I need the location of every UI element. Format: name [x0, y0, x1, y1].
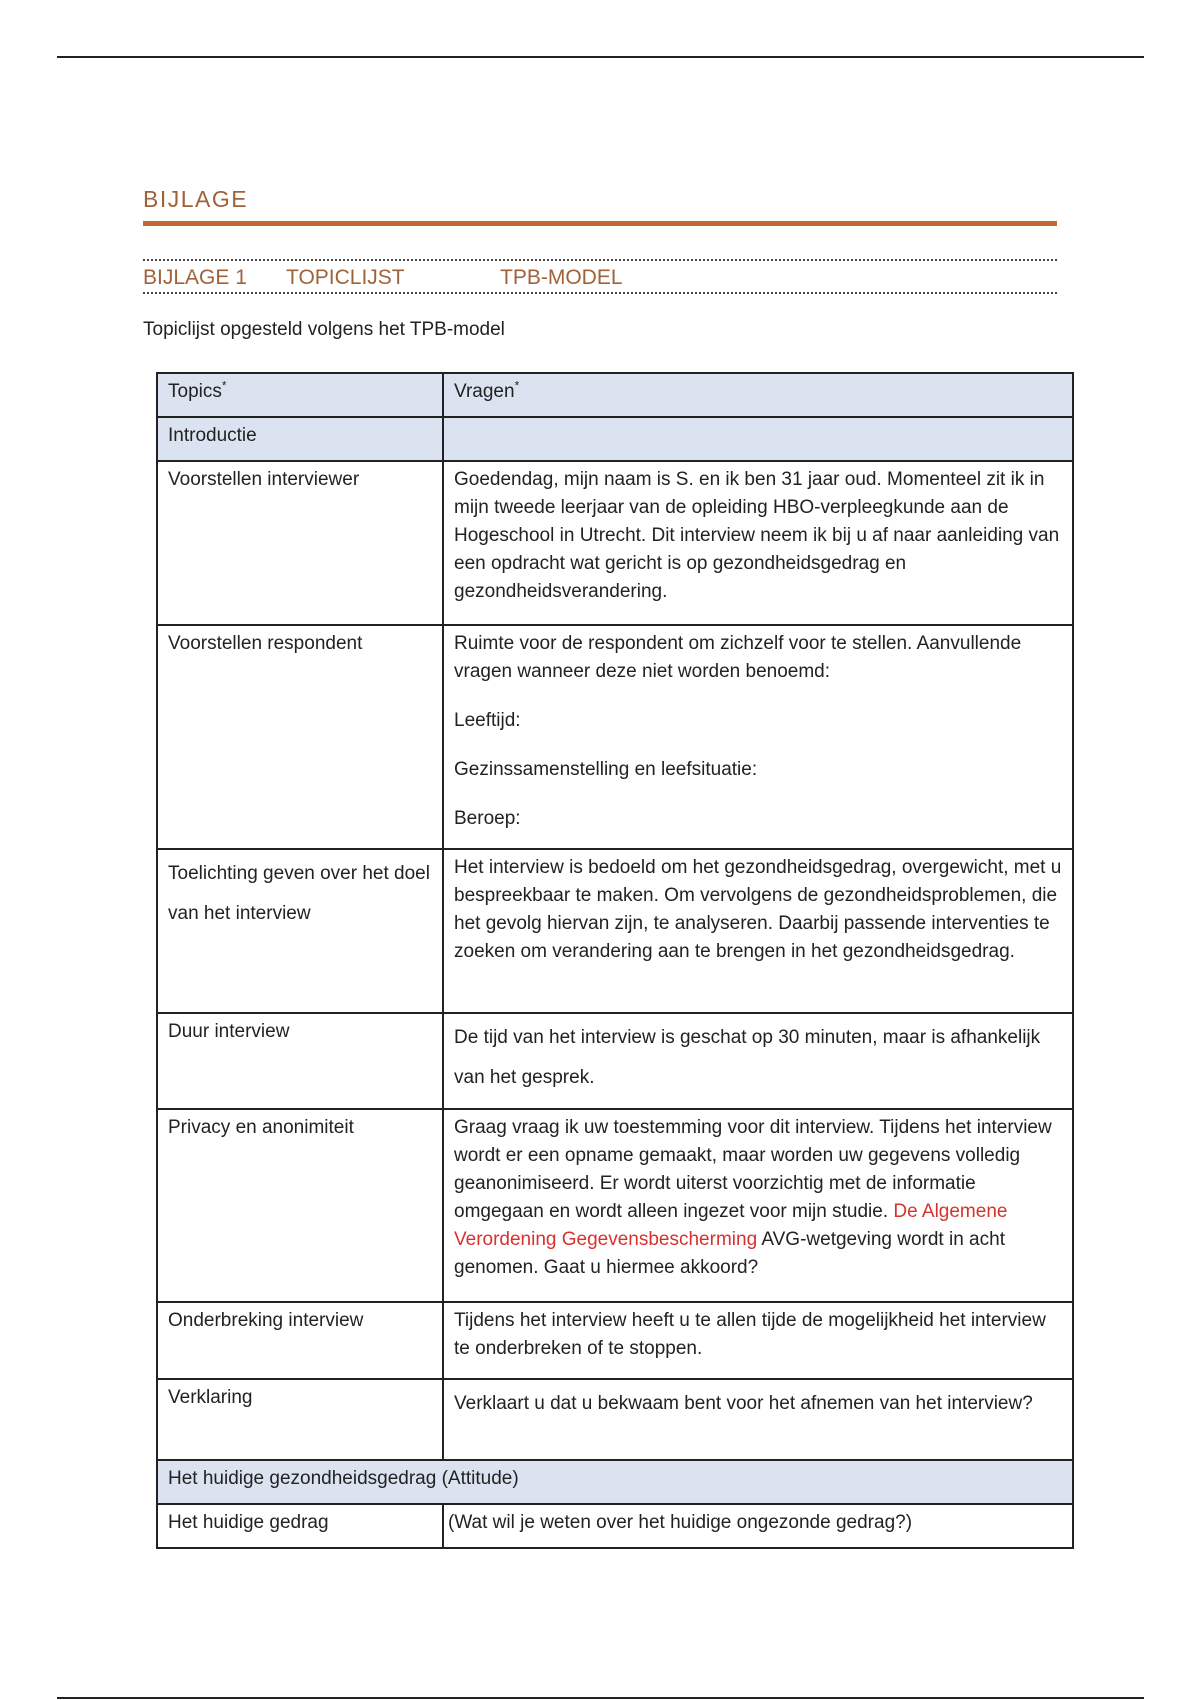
section-row-intro	[157, 417, 1073, 461]
appendix-topic: TOPICLIJST	[286, 266, 405, 289]
table-row	[157, 849, 1073, 1013]
question-text-tail: AVG-wetgeving wordt in acht genomen. Gaat u hiermee akkoord?	[454, 1229, 1005, 1278]
table-row	[157, 1109, 1073, 1302]
topic-cell: Voorstellen respondent	[157, 625, 443, 849]
gdpr-reference: De Algemene Verordening Gegevensbescherming	[454, 1201, 1008, 1250]
header-topics: Topics*	[157, 373, 443, 417]
topic-cell: Toelichting geven over het doel van het interview	[157, 849, 443, 1013]
topic-cell: Verklaring	[157, 1379, 443, 1460]
topic-cell: Duur interview	[157, 1013, 443, 1109]
appendix-model: TPB-MODEL	[500, 266, 623, 289]
page-top-rule	[57, 56, 1144, 58]
section-label: Het huidige gezondheidsgedrag (Attitude)	[157, 1460, 1073, 1504]
header-vragen: Vragen*	[443, 373, 1073, 417]
question-cell: Tijdens het interview heeft u te allen tijde de mogelijkheid het interview te onderbreken of te stoppen.	[443, 1302, 1073, 1379]
question-text: Ruimte voor de respondent om zichzelf voor te stellen. Aanvullende vragen wanneer deze niet worden benoemd:	[454, 633, 1022, 682]
question-cell: Het interview is bedoeld om het gezondheidsgedrag, overgewicht, met u bespreekbaar te maken. Om vervolgens de gezondheidsproblemen, die het gevolg hiervan zijn, te analyseren. Daarbij passende interventies te zoeken om verandering aan te brengen in het gezondheidsgedrag.	[443, 849, 1073, 1013]
question-cell	[443, 1109, 1073, 1302]
table-row	[157, 1013, 1073, 1109]
appendix-subheading	[143, 259, 1057, 294]
table-row	[157, 1504, 1073, 1548]
topic-cell: Onderbreking interview	[157, 1302, 443, 1379]
question-cell: (Wat wil je weten over het huidige ongezonde gedrag?)	[443, 1504, 1073, 1548]
page-title: BIJLAGE	[143, 186, 249, 212]
table-row	[157, 461, 1073, 625]
question-cell: De tijd van het interview is geschat op 30 minuten, maar is afhankelijk van het gesprek.	[443, 1013, 1073, 1109]
topic-table	[156, 372, 1074, 1549]
appendix-number: BIJLAGE 1	[143, 266, 247, 289]
page-bottom-rule	[57, 1697, 1144, 1699]
table-header-row	[157, 373, 1073, 417]
question-cell	[443, 625, 1073, 849]
topic-cell: Privacy en anonimiteit	[157, 1109, 443, 1302]
section-row-attitude	[157, 1460, 1073, 1504]
intro-text: Topiclijst opgesteld volgens het TPB-model	[143, 319, 505, 340]
question-cell: Goedendag, mijn naam is S. en ik ben 31 jaar oud. Momenteel zit ik in mijn tweede leerjaar van de opleiding HBO-verpleegkunde aan de Hogeschool in Utrecht. Dit interview neem ik bij u af naar aanleiding van een opdracht wat gericht is op gezondheidsgedrag en gezondheidsverandering.	[443, 461, 1073, 625]
table-row	[157, 1379, 1073, 1460]
table-row	[157, 1302, 1073, 1379]
question-item: Leeftijd:	[454, 710, 521, 731]
question-item: Gezinssamenstelling en leefsituatie:	[454, 759, 758, 780]
table-row	[157, 625, 1073, 849]
section-label: Introductie	[157, 417, 443, 461]
topic-cell: Voorstellen interviewer	[157, 461, 443, 625]
question-item: Beroep:	[454, 808, 521, 829]
question-text: Graag vraag ik uw toestemming voor dit interview. Tijdens het interview wordt er een opname gemaakt, maar worden uw gegevens volledig geanonimiseerd. Er wordt uiterst voorzichtig met de informatie omgegaan en wordt alleen ingezet voor mijn studie.	[454, 1117, 1052, 1222]
question-cell: Verklaart u dat u bekwaam bent voor het afnemen van het interview?	[443, 1379, 1073, 1460]
title-underline	[143, 221, 1057, 226]
section-empty	[443, 417, 1073, 461]
topic-cell: Het huidige gedrag	[157, 1504, 443, 1548]
